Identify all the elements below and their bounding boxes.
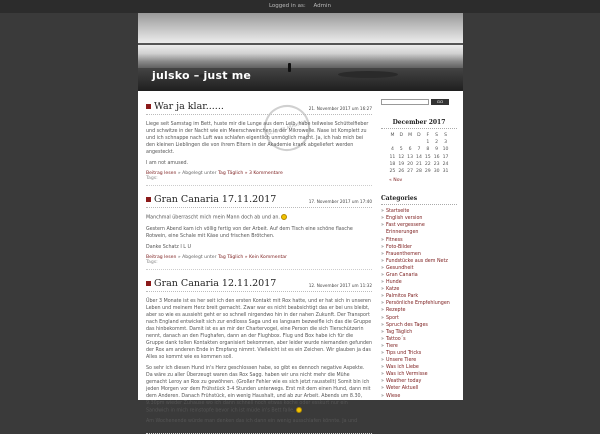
calendar-day: 26 (397, 168, 406, 175)
calendar-day: 22 (423, 161, 432, 168)
stamp-watermark: SCHÜLER AKADEMIE (258, 99, 316, 157)
post-date: 17. November 2017 um 17:40 (309, 199, 372, 204)
post-paragraph: Über 3 Monate ist es her seit ich den ersten Kontakt mit Rox hatte, und er hat sich in unseren Leben und meinem Herz breit gemacht. Zwar war es nicht beabsichtigt das er bei uns bleibt, aber so wie es aussieht geht er so schnell nirgendwo hin in der nahen Zukunft. Der Transport nach England entwickelt sich zur endlosss Saga und es langsam bezweifle ich das die Gruppe das hinbekommt. Damit ist es an mir der Chartervogel, eine Person die sich Tierschützerin nennt, danach an den Flughafen, dann an der Flughbox. Flug und Box habe ich für die Gruppe dank tollen Kontakten organisiert bekommen, aber leider wurde niemanden gefunden der Rox am anderen Ende in Empfang nimmt. Vielleicht ist es ein Zeichen. Wir glauben ja das Alles so kommt wie es kommen soll. (146, 298, 372, 361)
post-paragraph (146, 214, 372, 222)
calendar-day: 4 (388, 146, 397, 153)
post-title[interactable]: Gran Canaria 12.11.2017 (146, 278, 276, 289)
calendar-day: 25 (388, 168, 397, 175)
calendar-day: 6 (406, 146, 415, 153)
calendar-day: 23 (432, 161, 441, 168)
category-link[interactable]: » Was ich Liebe (381, 364, 457, 371)
category-link[interactable]: » Gesundheit (381, 265, 457, 272)
category-link[interactable]: » Spruch des Tages (381, 322, 457, 329)
search-form (381, 99, 457, 105)
category-link[interactable]: » Katze (381, 286, 457, 293)
calendar-weekday: M (406, 132, 415, 139)
category-link[interactable]: » Sport (381, 315, 457, 322)
calendar-day: 12 (397, 154, 406, 161)
category-link[interactable]: » Was ich Vermisse (381, 371, 457, 378)
calendar-day: 27 (406, 168, 415, 175)
calendar-day: 10 (441, 146, 450, 153)
calendar-day: 5 (397, 146, 406, 153)
calendar-day (406, 139, 415, 146)
category-link[interactable]: » Fitness (381, 237, 457, 244)
post-header (146, 194, 372, 208)
categories-list (381, 208, 457, 400)
post (146, 278, 372, 434)
category-link[interactable]: » Hunde (381, 279, 457, 286)
category-link[interactable]: » Tattoo´s (381, 336, 457, 343)
post-paragraph: I am not amused. (146, 160, 372, 167)
calendar-day (415, 139, 424, 146)
calendar-day: 15 (423, 154, 432, 161)
category-link[interactable]: Tag Täglich (218, 255, 243, 260)
calendar-day: 7 (415, 146, 424, 153)
category-link[interactable]: » Foto-Bilder (381, 244, 457, 251)
calendar-day: 19 (397, 161, 406, 168)
calendar-day: 3 (441, 139, 450, 146)
calendar-day: 9 (432, 146, 441, 153)
calendar-prev-link[interactable]: « Nov (389, 178, 457, 183)
top-admin-bar (0, 0, 600, 13)
category-link[interactable]: » Tag Täglich (381, 329, 457, 336)
calendar-week (388, 139, 450, 146)
person-silhouette (288, 63, 291, 72)
search-button[interactable]: GO (431, 99, 449, 105)
calendar-day: 31 (441, 168, 450, 175)
category-link[interactable]: » Palmitos Park (381, 293, 457, 300)
comments-link[interactable]: » 3 Kommentare (243, 171, 283, 176)
post-paragraph: Am Wochenende würde man denken das ich dann ein wenig ausschlafen könnte. Ja und (146, 418, 372, 425)
calendar-day: 13 (406, 154, 415, 161)
post-paragraph: Danke Schatz I L U (146, 244, 372, 251)
post-title[interactable]: Gran Canaria 17.11.2017 (146, 194, 276, 205)
post-date: 21. November 2017 um 16:27 (309, 106, 372, 111)
calendar-week (388, 168, 450, 175)
calendar-weekday: S (441, 132, 450, 139)
read-more-link[interactable]: Beitrag lesen (146, 171, 176, 176)
calendar-week (388, 154, 450, 161)
calendar-weekday: D (397, 132, 406, 139)
category-link[interactable]: » Startseite (381, 208, 457, 215)
category-link[interactable]: » Tiere (381, 343, 457, 350)
smiley-icon (296, 407, 302, 413)
category-link[interactable]: » Frauenthemen (381, 251, 457, 258)
calendar-day: 2 (432, 139, 441, 146)
post-paragraph: Liege seit Samstag im Bett, huste mir die Lunge aus dem Leib, habe teilweise Schüttelfieber und schwitze in der Nacht wie ein Meerschweinchen in der Mikrowelle. Nase ist Komplett zu und ich schnappe nach Luft was schlafen eigentlich unmöglich macht. Ja, ich hab mich bei den kleinen Lieblingen die von ihrem Eltern in der Akademie krank abgeliefert werden angesteckt. (146, 121, 372, 156)
meta-separator: » Abgelegt unter (176, 171, 218, 176)
logged-in-label: Logged in as: (269, 3, 306, 9)
category-link[interactable]: » Wiese (381, 393, 457, 400)
category-link[interactable]: » Tips und Tricks (381, 350, 457, 357)
post-title[interactable]: War ja klar...... (146, 101, 224, 112)
site-title[interactable]: julsko – just me (152, 69, 251, 82)
post-tags: Tags: (146, 176, 372, 181)
category-link[interactable]: » Fast vergessene Erinnerungen (381, 222, 457, 236)
post-tags: Tags: (146, 260, 372, 265)
header-banner (138, 13, 463, 91)
category-link[interactable]: » Persönliche Empfehlungen (381, 300, 457, 307)
admin-link[interactable]: Admin (314, 3, 332, 9)
comments-link[interactable]: » Kein Kommentar (243, 255, 287, 260)
calendar-day: 17 (441, 154, 450, 161)
post-header (146, 278, 372, 292)
calendar-day: 29 (423, 168, 432, 175)
calendar-weekday: F (423, 132, 432, 139)
post-paragraph (146, 365, 372, 415)
calendar-day: 11 (388, 154, 397, 161)
post (146, 101, 372, 186)
calendar-body (388, 139, 450, 175)
calendar-day: 30 (432, 168, 441, 175)
category-link[interactable]: Tag Täglich (218, 171, 243, 176)
calendar-table (388, 132, 450, 175)
category-link[interactable]: » Weather today (381, 378, 457, 385)
calendar-day: 24 (441, 161, 450, 168)
category-link[interactable]: » English version (381, 215, 457, 222)
category-link[interactable]: » Weter Aktuell (381, 385, 457, 392)
smiley-icon (281, 214, 287, 220)
calendar-day: 16 (432, 154, 441, 161)
main-content (146, 101, 372, 400)
calendar-weekdays (388, 132, 450, 139)
calendar-day (397, 139, 406, 146)
post-paragraph: Gestern Abend kam ich völlig fertig von der Arbeit. Auf dem Tisch eine schöne flasche Rotwein, eine Schale mit Käse und frischen Brötchen. (146, 226, 372, 240)
post-paragraph-text: Manchmal überrascht mich mein Mann doch ab und an. (146, 216, 280, 221)
calendar-weekday: D (415, 132, 424, 139)
calendar-day: 20 (406, 161, 415, 168)
calendar-day: 8 (423, 146, 432, 153)
calendar-week (388, 146, 450, 153)
category-link[interactable]: » Gran Canaria (381, 272, 457, 279)
rock (338, 71, 398, 78)
post-header (146, 101, 372, 115)
calendar-day: 28 (415, 168, 424, 175)
calendar-title: December 2017 (381, 119, 457, 129)
horizon-line (138, 43, 463, 45)
post-date: 12. November 2017 um 11:32 (309, 283, 372, 288)
calendar-day: 14 (415, 154, 424, 161)
calendar-weekday: M (388, 132, 397, 139)
calendar-day (388, 139, 397, 146)
category-link[interactable]: » Fundstücke aus dem Netz (381, 258, 457, 265)
categories-title: Categories (381, 195, 457, 205)
calendar-weekday: S (432, 132, 441, 139)
category-link[interactable]: » Rezepte (381, 307, 457, 314)
calendar-day: 18 (388, 161, 397, 168)
sidebar (381, 99, 457, 400)
read-more-link[interactable]: Beitrag lesen (146, 255, 176, 260)
page-container (138, 13, 463, 400)
calendar-week (388, 161, 450, 168)
post (146, 194, 372, 270)
calendar-day: 21 (415, 161, 424, 168)
calendar-day: 1 (423, 139, 432, 146)
search-input[interactable] (381, 99, 429, 105)
category-link[interactable]: » Unsere Tiere (381, 357, 457, 364)
meta-separator: » Abgelegt unter (176, 255, 218, 260)
post-paragraph-text: So sehr ich diesen Hund in's Herz geschlossen habe, so gibt es dennoch negative Aspekte. Da wäre zu aller Überzeugt waren das Rox Sagg. haben wir uns nicht mehr die Mühe gemacht Leroy an Rox zu gewöhnen. (Großer Fehler wie es sich jetzt rausstellt) Somit bin ich jeden Morgen vor dem Frühstück 3-4 Stunden unterwegs. Erst mit dem einen Hund, dann mit dem Anderen. Danach Frühstück, ein wenig Haushalt, und ab zur Arbeit. Abends um 8.30, 9.30pm wieder Zuhause wo ich dann schnell noch etwas koche oder esskurt nur ein Sandwich in mich reinstopfe bevor ich ist müde in's Bett falle. (146, 366, 371, 414)
